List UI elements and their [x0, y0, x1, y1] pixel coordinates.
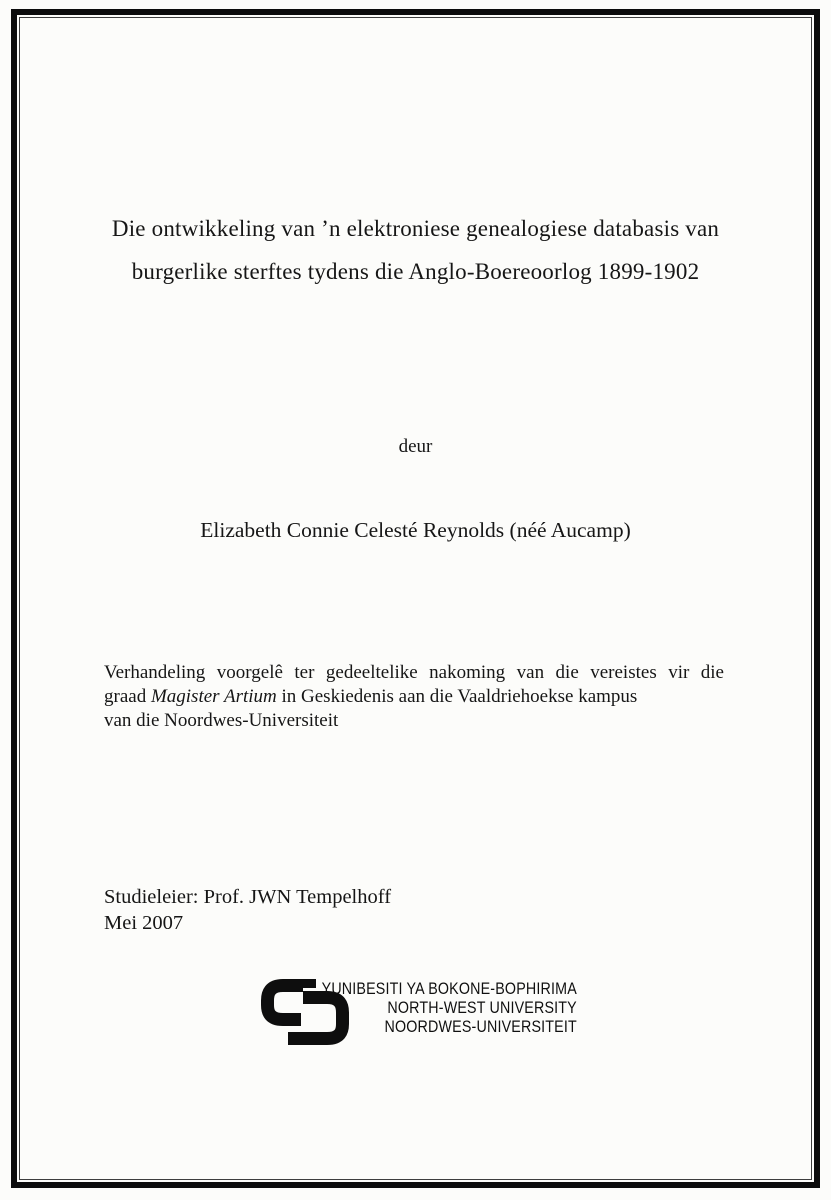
author-name: Elizabeth Connie Celesté Reynolds (néé Aucamp)	[200, 518, 631, 542]
thesis-title	[100, 207, 731, 293]
submission-statement	[104, 661, 724, 733]
page-border-frame	[11, 9, 820, 1188]
submission-line2	[104, 685, 724, 709]
thesis-title-line2: burgerlike sterftes tydens die Anglo-Boereoorlog 1899-1902	[131, 259, 700, 284]
logo-line-english: NORTH-WEST UNIVERSITY	[387, 998, 577, 1017]
submission-line1: Verhandeling voorgelê ter gedeeltelike nakoming van die vereistes vir die	[104, 662, 724, 683]
submission-line2-pre: graad	[104, 686, 151, 707]
submission-line2-post: in Geskiedenis aan die Vaaldriehoekse kampus	[276, 686, 638, 707]
page-border-inner-line	[19, 17, 812, 1180]
logo-line-setswana: YUNIBESITI YA BOKONE-BOPHIRIMA	[321, 979, 577, 998]
supervisor-line: Studieleier: Prof. JWN Tempelhoff	[104, 886, 392, 908]
degree-name: Magister Artium	[150, 686, 277, 707]
thesis-title-line1: Die ontwikkeling van ’n elektroniese genealogiese databasis van	[111, 216, 720, 241]
date-line: Mei 2007	[104, 912, 184, 934]
submission-line3: van die Noordwes-Universiteit	[104, 710, 339, 731]
supervisor-and-date	[104, 884, 391, 936]
logo-line-afrikaans: NOORDWES-UNIVERSITEIT	[384, 1017, 577, 1036]
byline-label: deur	[398, 436, 433, 457]
